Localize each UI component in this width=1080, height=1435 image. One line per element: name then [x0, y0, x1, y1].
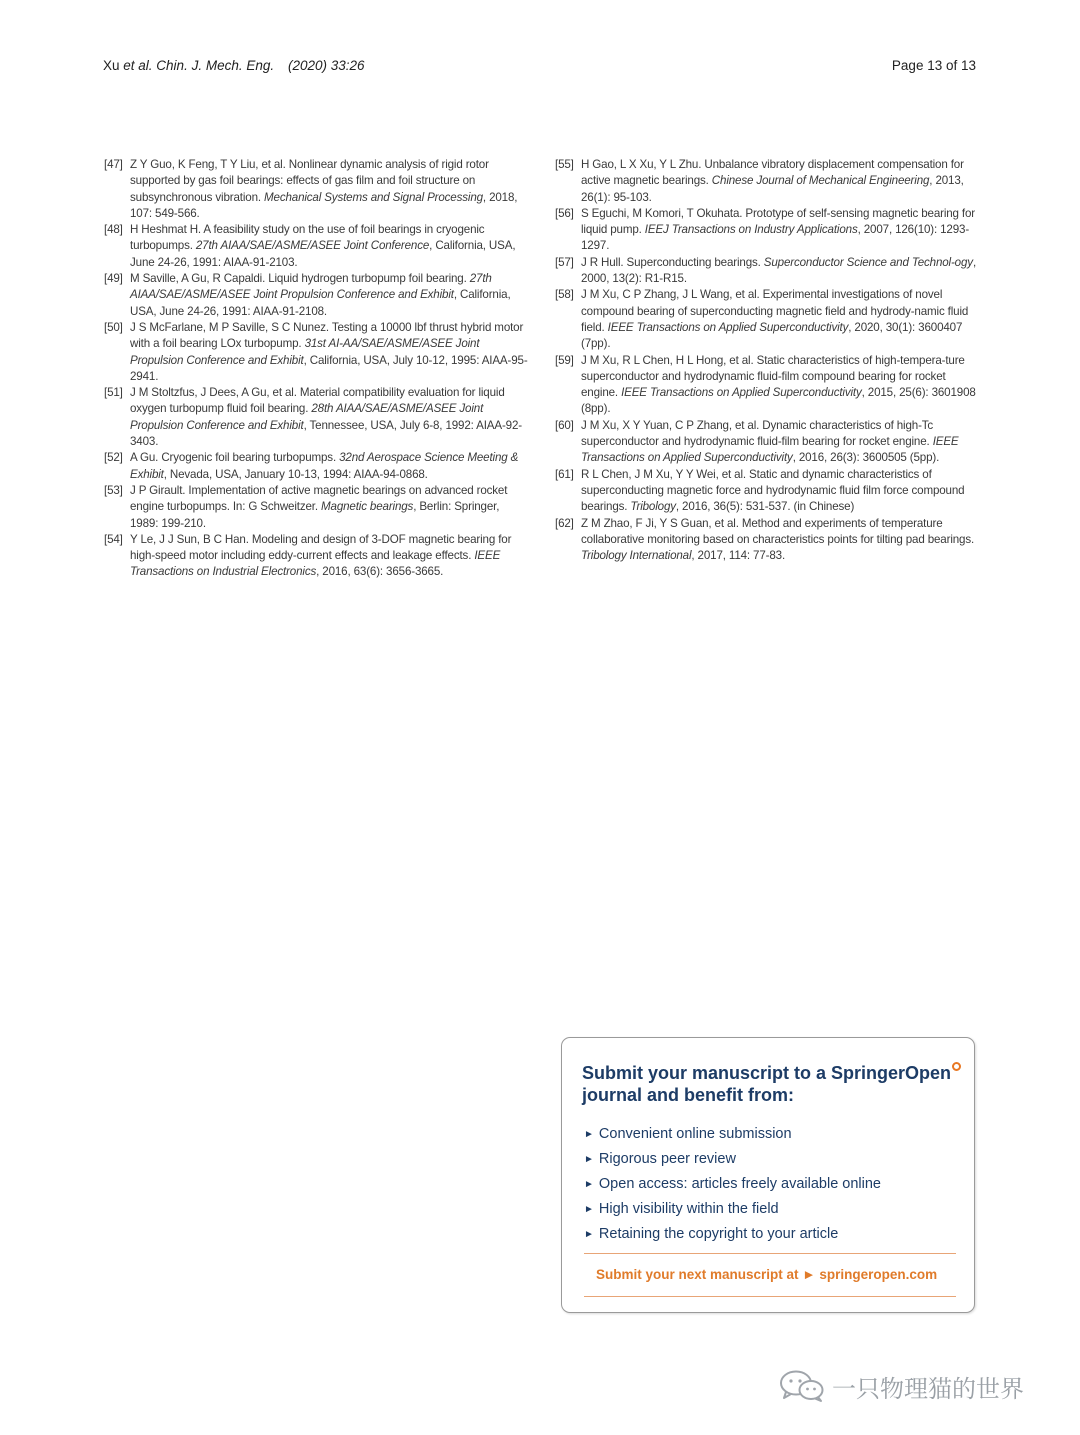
triangle-bullet-icon: ► — [584, 1179, 594, 1190]
triangle-bullet-icon: ► — [584, 1129, 594, 1140]
ad-submit-link[interactable]: Submit your next manuscript at ► springeropen.com — [596, 1267, 938, 1282]
references-right-column — [555, 157, 980, 564]
header-citation — [103, 58, 274, 73]
reference-54: [54] Y Le, J J Sun, B C Han. Modeling and design of 3-DOF magnetic bearing for high-speed motor including eddy-current effects and leakage effects. IEEE Transactions on Industrial Electronics, 2016, 63(6): 3656-3665. — [104, 532, 512, 579]
reference-51: [51] J M Stoltzfus, J Dees, A Gu, et al. Material compatibility evaluation for liquid oxygen turbopump fluid foil bearing. 28th AIAA/SAE/ASME/ASEE Joint Propulsion Conference and Exhibit, Tennessee, USA, July 6-8, 1992: AIAA-92-3403. — [104, 386, 522, 449]
triangle-bullet-icon: ► — [584, 1204, 594, 1215]
ad-benefit-item: ► Rigorous peer review — [584, 1151, 736, 1167]
reference-59: [59] J M Xu, R L Chen, H L Hong, et al. Static characteristics of high-tempera-ture superconductor and hydrodynamic fluid-film compound bearing for rocket engine. IEEE Transactions on Applied Superconductivity, 2015, 25(6): 3601908 (8pp). — [555, 353, 976, 416]
reference-58: [58] J M Xu, C P Zhang, J L Wang, et al. Experimental investigations of novel compound bearing of superconducting magnetic field and hydrody-namic fluid field. IEEE Transactions on Applied Superconductivity, 2020, 30(1): 3600407 (7pp). — [555, 288, 969, 351]
reference-62: [62] Z M Zhao, F Ji, Y S Guan, et al. Method and experiments of temperature collaborative monitoring based on characteristics points for tilting pad bearings. Tribology International, 2017, 114: 77-83. — [555, 516, 975, 563]
springeropen-logo-icon — [952, 1062, 961, 1071]
watermark-text: 一只物理猫的世界 — [832, 1375, 1024, 1403]
ad-title: Submit your manuscript to a SpringerOpen journal and benefit from: — [582, 1062, 962, 1106]
page-number: Page 13 of 13 — [891, 58, 976, 73]
ad-divider-top — [584, 1253, 956, 1254]
ad-divider-bottom — [584, 1296, 956, 1297]
reference-48: [48] H Heshmat H. A feasibility study on the use of foil bearings in cryogenic turbopumps. 27th AIAA/SAE/ASME/ASEE Joint Conference, California, USA, June 24-26, 1991: AIAA-91-2103. — [104, 223, 516, 269]
ad-benefits-list — [584, 1122, 881, 1247]
page-header — [103, 58, 976, 78]
reference-53: [53] J P Girault. Implementation of active magnetic bearings on advanced rocket engine turbopumps. In: G Schweitzer. Magnetic bearings, Berlin: Springer, 1989: 199-210. — [104, 483, 508, 530]
wechat-watermark — [778, 1368, 1024, 1404]
reference-55: [55] H Gao, L X Xu, Y L Zhu. Unbalance vibratory displacement compensation for active magnetic bearings. Chinese Journal of Mechanical Engineering, 2013, 26(1): 95-103. — [555, 158, 964, 204]
header-journal: et al. Chin. J. Mech. Eng. — [123, 58, 275, 73]
reference-49: [49] M Saville, A Gu, R Capaldi. Liquid hydrogen turbopump foil bearing. 27th AIAA/SAE/ASME/ASEE Joint Propulsion Conference and Exhibit, California, USA, June 24-26, 1991: AIAA-91-2108. — [104, 272, 511, 318]
references-left-column — [104, 157, 529, 581]
reference-47: [47] Z Y Guo, K Feng, T Y Liu, et al. Nonlinear dynamic analysis of rigid rotor supported by gas foil bearings: effects of gas film and foil structure on subsynchronous vibration. Mechanical Systems and Signal Processing, 2018, 107: 549-566. — [104, 158, 518, 220]
header-year-volume: (2020) 33:26 — [288, 58, 365, 73]
ad-benefit-item: ► High visibility within the field — [584, 1201, 779, 1217]
springeropen-ad-box — [561, 1037, 975, 1313]
triangle-bullet-icon: ► — [584, 1154, 594, 1165]
ad-benefit-item: ► Convenient online submission — [584, 1126, 792, 1142]
reference-56: [56] S Eguchi, M Komori, T Okuhata. Prototype of self-sensing magnetic bearing for liquid pump. IEEJ Transactions on Industry Applications, 2007, 126(10): 1293-1297. — [555, 206, 976, 253]
header-author: Xu — [103, 58, 120, 73]
reference-57: [57] J R Hull. Superconducting bearings. Superconductor Science and Technol-ogy, 2000, 13(2): R1-R15. — [555, 255, 977, 286]
reference-50: [50] J S McFarlane, M P Saville, S C Nunez. Testing a 10000 lbf thrust hybrid motor with a foil bearing LOx turbopump. 31st AI-AA/SAE/ASME/ASEE Joint Propulsion Conference and Exhibit, California, USA, July 10-12, 1995: AIAA-95-2941. — [104, 320, 528, 383]
triangle-bullet-icon: ► — [584, 1229, 594, 1240]
ad-benefit-item: ► Open access: articles freely available online — [584, 1176, 881, 1192]
wechat-icon — [778, 1369, 826, 1403]
reference-52: [52] A Gu. Cryogenic foil bearing turbopumps. 32nd Aerospace Science Meeting & Exhibit, Nevada, USA, January 10-13, 1994: AIAA-94-0868. — [104, 451, 519, 481]
ad-benefit-item: ► Retaining the copyright to your article — [584, 1226, 839, 1242]
reference-61: [61] R L Chen, J M Xu, Y Y Wei, et al. Static and dynamic characteristics of superconducting magnetic force and hydrodynamic fluid film force compound bearings. Tribology, 2016, 36(5): 531-537. (in Chinese) — [555, 467, 965, 514]
reference-60: [60] J M Xu, X Y Yuan, C P Zhang, et al. Dynamic characteristics of high-Tc superconductor and hydrodynamic fluid-film bearing for rocket engine. IEEE Transactions on Applied Superconductivity, 2016, 26(3): 3600505 (5pp). — [555, 418, 959, 465]
